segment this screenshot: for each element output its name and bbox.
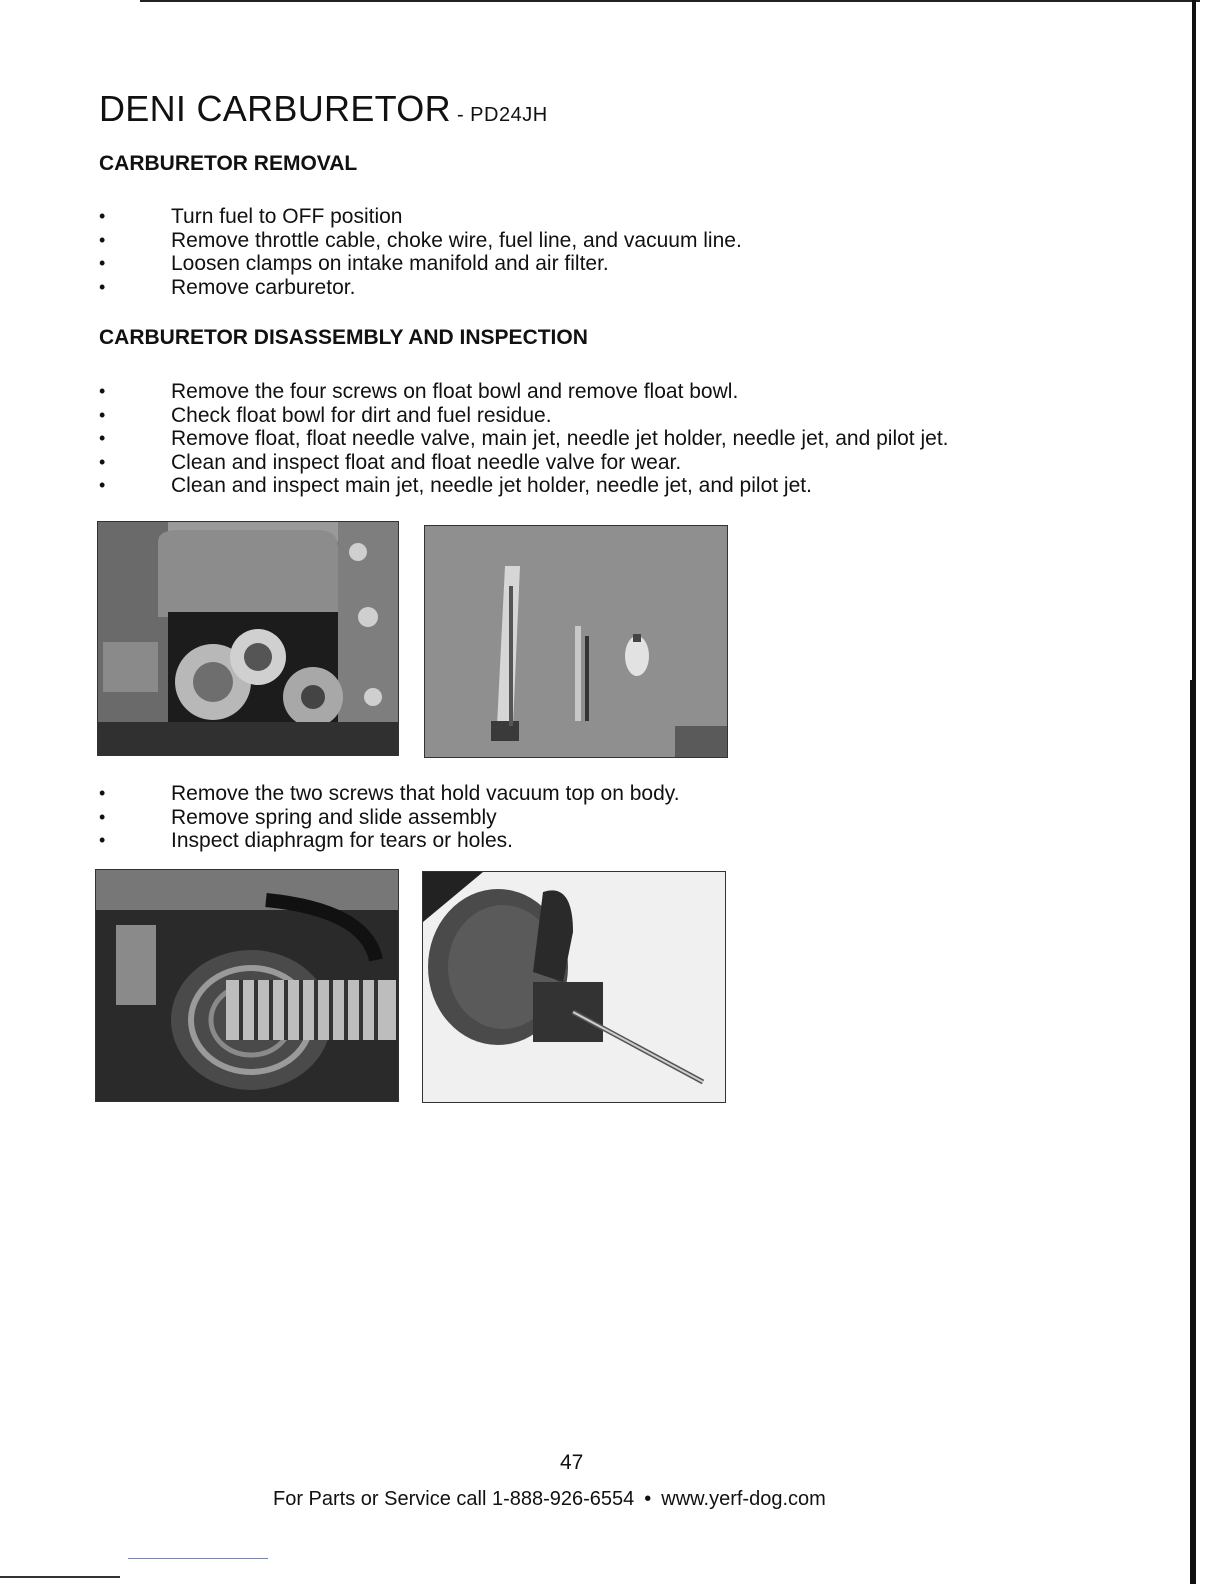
footer-text: For Parts or Service call 1-888-926-6554 — [273, 1488, 635, 1510]
list-item: • Inspect diaphragm for tears or holes. — [99, 829, 680, 853]
removal-steps — [99, 205, 742, 299]
list-item: • Clean and inspect float and float needle valve for wear. — [99, 451, 949, 475]
list-item: • Remove float, float needle valve, main jet, needle jet holder, needle jet, and pilot jet. — [99, 427, 949, 451]
footer — [273, 1488, 826, 1511]
footer-separator: • — [644, 1488, 652, 1510]
list-item: • Remove spring and slide assembly — [99, 806, 680, 830]
removal-heading: CARBURETOR REMOVAL — [99, 152, 358, 175]
title-model: - PD24JH — [450, 104, 548, 126]
list-item: • Remove the four screws on float bowl and remove float bowl. — [99, 380, 949, 404]
scan-edge-lower — [1190, 680, 1196, 1584]
footer-url[interactable]: www.yerf-dog.com — [661, 1488, 826, 1510]
disassembly-steps — [99, 380, 949, 498]
photo-jets — [424, 525, 728, 758]
vacuum-steps — [99, 782, 680, 853]
list-item: • Remove the two screws that hold vacuum top on body. — [99, 782, 680, 806]
list-item: • Check float bowl for dirt and fuel residue. — [99, 404, 949, 428]
page-title — [99, 88, 548, 130]
list-item: • Remove throttle cable, choke wire, fuel line, and vacuum line. — [99, 229, 742, 253]
scan-mark — [0, 1576, 120, 1578]
title-main: DENI CARBURETOR — [99, 88, 451, 129]
top-rule — [140, 0, 1200, 2]
photo-slide-diaphragm — [422, 871, 726, 1103]
list-item: • Loosen clamps on intake manifold and air filter. — [99, 252, 742, 276]
list-item: • Turn fuel to OFF position — [99, 205, 742, 229]
page-number: 47 — [560, 1451, 584, 1474]
list-item: • Clean and inspect main jet, needle jet holder, needle jet, and pilot jet. — [99, 474, 949, 498]
disassembly-heading: CARBURETOR DISASSEMBLY AND INSPECTION — [99, 326, 588, 349]
photo-vacuum-spring — [95, 869, 399, 1102]
scan-mark-blue — [128, 1558, 268, 1559]
photo-carburetor-body — [97, 521, 399, 756]
list-item: • Remove carburetor. — [99, 276, 742, 300]
